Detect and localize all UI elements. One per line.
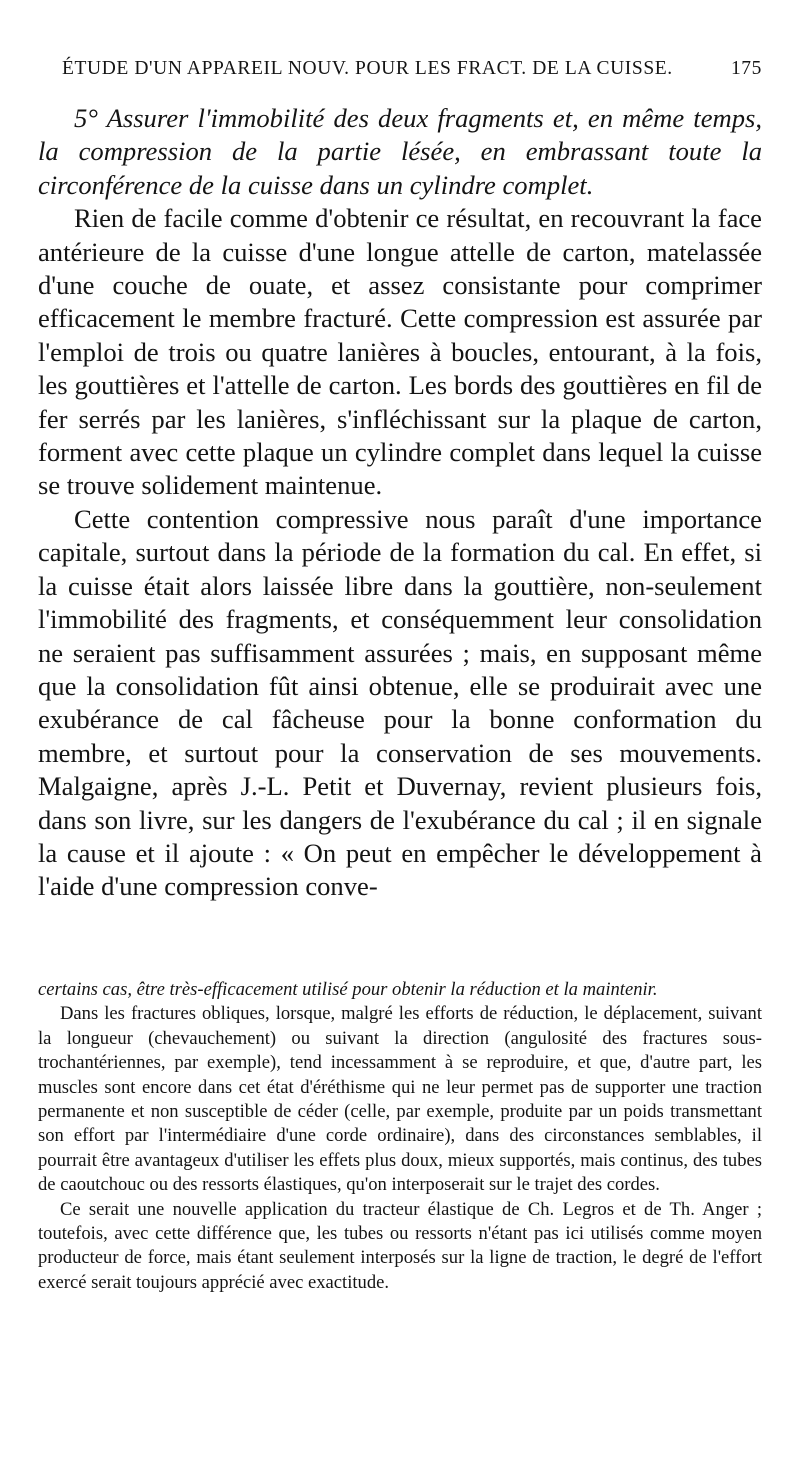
footnote-continuation: certains cas, être très-efficacement utilisé pour obtenir la réduction et la maintenir. — [38, 979, 658, 1000]
main-text — [38, 102, 762, 904]
book-page — [38, 0, 762, 1480]
footnotes — [38, 978, 762, 1295]
footnote-paragraph: Ce serait une nouvelle application du tracteur élastique de Ch. Legros et de Th. Anger ; toutefois, avec cette différence que, les tubes ou ressorts n'étant pas ici utilisés comme moyen producteur de force, mais étant seulement interposés sur la ligne de traction, le degré de l'effort exercé serait toujours apprécié avec exactitude. — [38, 1198, 762, 1293]
page-number: 175 — [730, 58, 762, 79]
body-paragraph: Rien de facile comme d'obtenir ce résultat, en recouvrant la face antérieure de la cuisse d'une longue attelle de carton, matelassée d'une couche de ouate, et assez consistante pour comprimer efficacement le membre fracturé. Cette compression est assurée par l'emploi de trois ou quatre lanières à boucles, entourant, à la fois, les gouttières et l'attelle de carton. Les bords des gouttières en fil de fer serrés par les lanières, s'infléchissant sur la plaque de carton, forment avec cette plaque un cylindre complet dans lequel la cuisse se trouve solidement maintenue. — [38, 203, 762, 501]
running-title: ÉTUDE D'UN APPAREIL NOUV. POUR LES FRACT. DE LA CUISSE. — [62, 58, 673, 79]
section-heading: 5° Assurer l'immobilité des deux fragments et, en même temps, la compression de la partie lésée, en embrassant toute la circonférence de la cuisse dans un cylindre complet. — [38, 103, 762, 200]
running-header — [38, 58, 762, 88]
footnote-paragraph: Dans les fractures obliques, lorsque, malgré les efforts de réduction, le déplacement, suivant la longueur (chevauchement) ou suivant la direction (angulosité des fractures sous-trochantériennes, par exemple), tend incessamment à se reproduire, et que, d'autre part, les muscles sont encore dans cet état d'éréthisme qui ne leur permet pas de supporter une traction permanente et non susceptible de céder (celle, par exemple, produite par un poids transmettant son effort par l'intermédiaire d'une corde ordinaire), dans des circonstances semblables, il pourrait être avantageux d'utiliser les effets plus doux, mieux supportés, mais continus, des tubes de caoutchouc ou des ressorts élastiques, qu'on interposerait sur le trajet des cordes. — [38, 1003, 762, 1196]
body-paragraph: Cette contention compressive nous paraît d'une importance capitale, surtout dans la période de la formation du cal. En effet, si la cuisse était alors laissée libre dans la gouttière, non-seulement l'immobilité des fragments, et conséquemment leur consolidation ne seraient pas suffisamment assurées ; mais, en supposant même que la consolidation fût ainsi obtenue, elle se produirait avec une exubérance de cal fâcheuse pour la bonne conformation du membre, et surtout pour la conservation de ses mouvements. Malgaigne, après J.-L. Petit et Duvernay, revient plusieurs fois, dans son livre, sur les dangers de l'exubérance du cal ; il en signale la cause et il ajoute : « On peut en empêcher le développement à l'aide d'une compression conve- — [38, 503, 762, 902]
